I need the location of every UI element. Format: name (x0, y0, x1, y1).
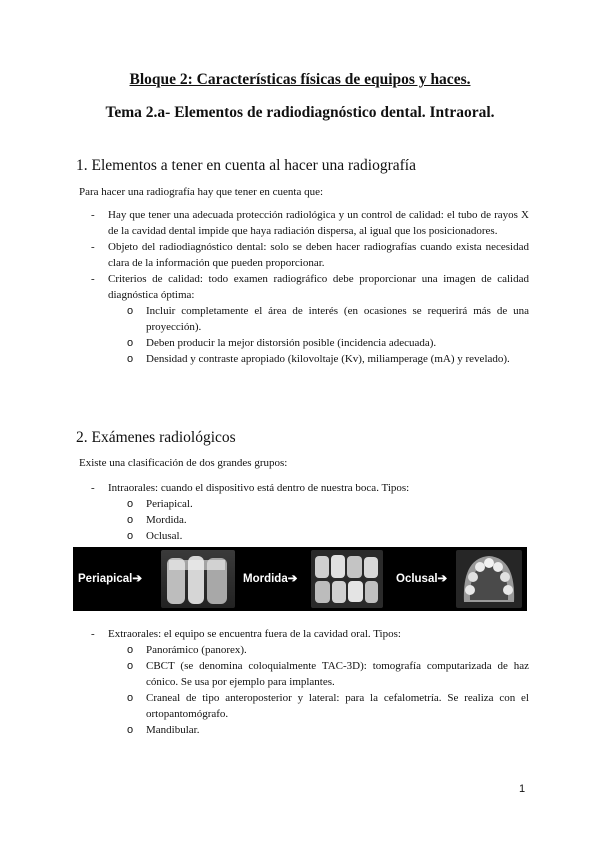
section2-intro: Existe una clasificación de dos grandes grupos: (79, 457, 288, 469)
circle-bullet: o (127, 514, 134, 526)
sub-list-item-text: Incluir completamente el área de interés (en ocasiones se requerirá más de una proyección). (146, 305, 529, 333)
sub-list-item (91, 642, 529, 658)
dash-bullet: - (91, 241, 95, 253)
sub-list-item-text: Craneal de tipo anteroposterior y lateral: para la cefalometría. Se realiza con el ortopantomógrafo. (146, 692, 529, 720)
sub-list-item (91, 335, 529, 351)
list-item-text: Extraorales: el equipo se encuentra fuera de la cavidad oral. Tipos: (108, 628, 401, 640)
bitewing-xray-image (311, 550, 383, 608)
sub-list-item (91, 303, 529, 335)
dash-bullet: - (91, 628, 95, 640)
sub-list-item-text: Periapical. (146, 498, 193, 510)
sub-list-item-text: Densidad y contraste apropiado (kilovoltaje (Kv), miliamperage (mA) y revelado). (146, 353, 510, 365)
circle-bullet: o (127, 724, 134, 736)
list-item-text: Objeto del radiodiagnóstico dental: solo se deben hacer radiografías cuando exista necesidad clara de la información que pueden proporcionar. (108, 241, 529, 269)
topic-title: Tema 2.a- Elementos de radiodiagnóstico dental. Intraoral. (105, 104, 495, 121)
list-item (91, 239, 529, 271)
occlusal-xray-image (456, 550, 522, 608)
xray-image-strip (73, 547, 527, 611)
intraoral-list (91, 480, 529, 544)
block-title: Bloque 2: Características físicas de equipos y haces. (129, 71, 471, 88)
oclusal-label: Oclusal➔ (396, 573, 448, 585)
section1-intro: Para hacer una radiografía hay que tener en cuenta que: (79, 186, 324, 198)
dash-bullet: - (91, 482, 95, 494)
sub-list-item-text: Mordida. (146, 514, 187, 526)
section1-heading: 1. Elementos a tener en cuenta al hacer una radiografía (76, 157, 416, 174)
sub-list-item (91, 690, 529, 722)
list-item-text: Hay que tener una adecuada protección radiológica y un control de calidad: el tubo de rayos X de la cavidad dental impide que haya radiación dispersa, al igual que los posicionadores. (108, 209, 529, 237)
sub-list-item (91, 528, 529, 544)
list-item-text: Criterios de calidad: todo examen radiográfico debe proporcionar una imagen de calidad diagnóstica óptima: (108, 273, 529, 301)
dash-bullet: - (91, 273, 95, 285)
circle-bullet: o (127, 530, 134, 542)
sub-list-item (91, 512, 529, 528)
sub-list-item-text: CBCT (se denomina coloquialmente TAC-3D): tomografía computarizada de haz cónico. Se usa por ejemplo para implantes. (146, 660, 529, 688)
periapical-label: Periapical➔ (78, 573, 142, 585)
circle-bullet: o (127, 353, 134, 365)
periapical-xray-image (161, 550, 235, 608)
sub-list-item-text: Mandibular. (146, 724, 200, 736)
sub-list-item-text: Panorámico (panorex). (146, 644, 247, 656)
circle-bullet: o (127, 337, 134, 349)
sub-list-item (91, 351, 529, 367)
sub-list-item (91, 496, 529, 512)
circle-bullet: o (127, 644, 134, 656)
page-number: 1 (519, 783, 526, 795)
dash-bullet: - (91, 209, 95, 221)
list-item (91, 271, 529, 303)
list-item (91, 207, 529, 239)
sub-list-item-text: Oclusal. (146, 530, 183, 542)
sub-list-item (91, 658, 529, 690)
section1-list (91, 207, 529, 367)
sub-list-item-text: Deben producir la mejor distorsión posible (incidencia adecuada). (146, 337, 437, 349)
sub-list-item (91, 722, 529, 738)
extraoral-list (91, 626, 529, 738)
list-item-text: Intraorales: cuando el dispositivo está dentro de nuestra boca. Tipos: (108, 482, 410, 494)
circle-bullet: o (127, 305, 134, 317)
circle-bullet: o (127, 498, 134, 510)
circle-bullet: o (127, 660, 134, 672)
circle-bullet: o (127, 692, 134, 704)
list-item (91, 626, 529, 642)
list-item (91, 480, 529, 496)
mordida-label: Mordida➔ (243, 573, 298, 585)
section2-heading: 2. Exámenes radiológicos (76, 429, 236, 446)
